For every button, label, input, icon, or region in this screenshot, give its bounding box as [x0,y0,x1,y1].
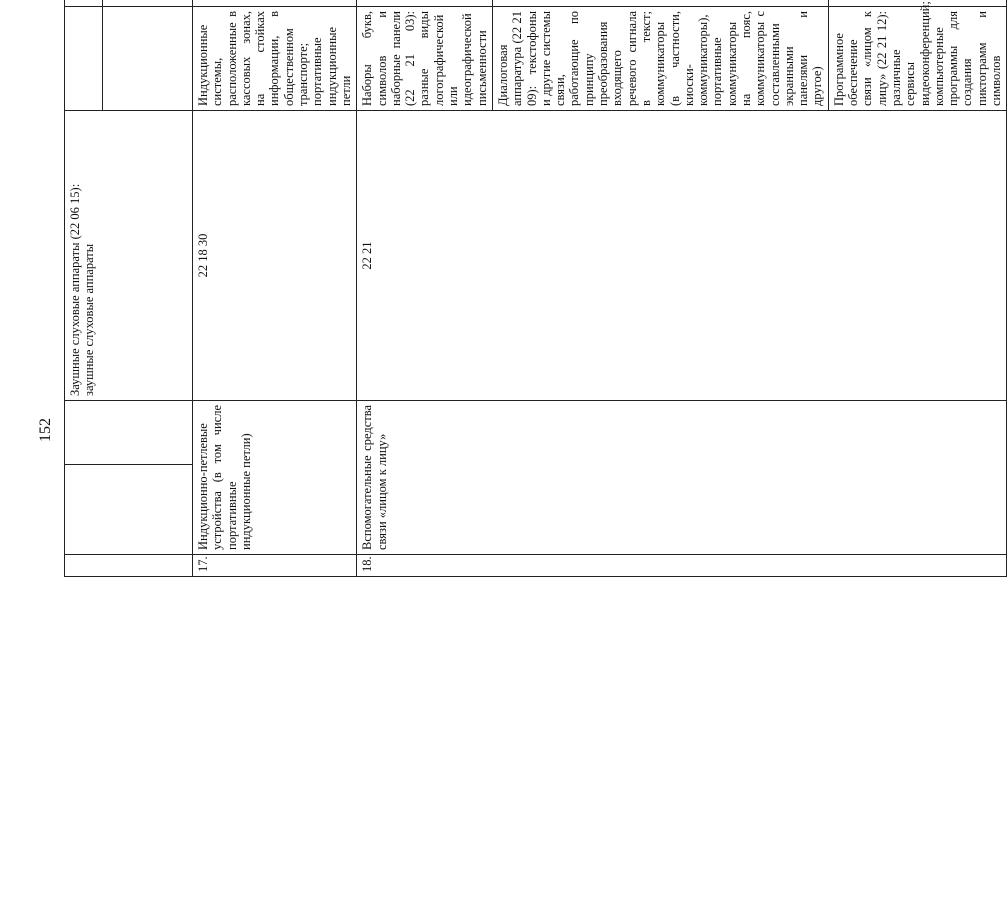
table-row: Программное обеспечение связи «лицом к лицу» (22 21 12): различные сервисы видеоконференций; компьютерные программы для создания пиктограмм и символов [828,0,1007,577]
table-row: Диалоговая аппаратура (22 21 09): текстофоны и другие системы связи, работающие по принципу преобразования входящего речевого сигнала в текст; коммуникаторы (в частности, киоски-коммуникаторы), портативные коммуникаторы на пояс, коммуникаторы с составленными экранными панелями и другое) [492,0,828,577]
table-row: 18. Вспомогательные средства связи «лицом к лицу» 22 21 Наборы букв, символов и наборные панели (22 21 03): разные виды логографической или идеографической письменности [357,0,493,577]
equipment-table [64,0,1007,577]
table-row: 17. Индукционно-петлевые устройства (в том числе портативные индукционные петли) 22 18 30 Индукционные системы, расположенные в кассовых зонах, на стойках информации, в общественном транспорте; портативные индукционные петли [193,0,357,577]
table-row [65,0,103,577]
rotated-table-area [64,1,1004,866]
page-number: 152 [37,418,54,442]
hearing-aid-desc: Заушные слуховые аппараты (22 06 15): заушные слуховые аппараты [65,111,193,401]
